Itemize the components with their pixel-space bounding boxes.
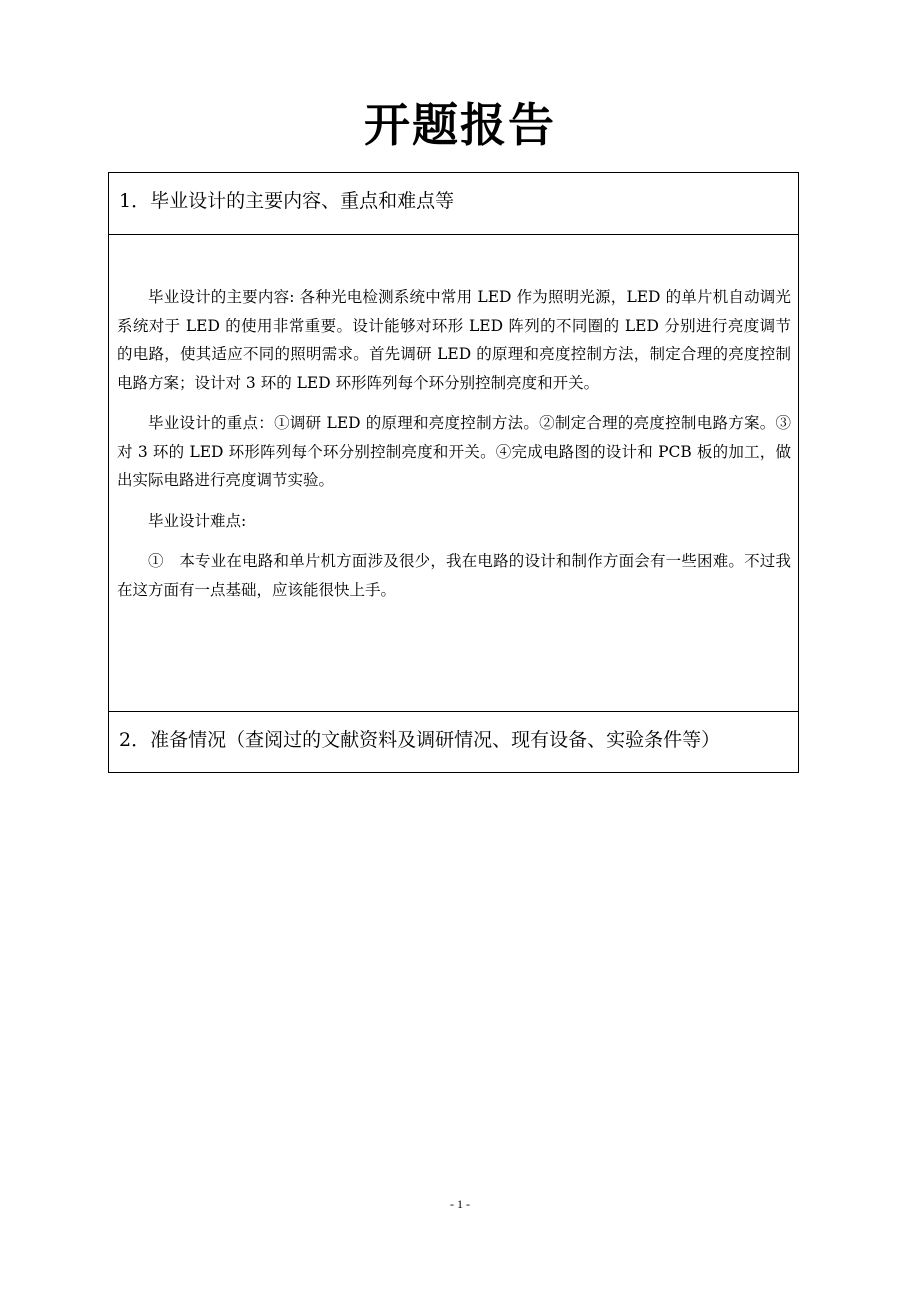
- section-1-heading: 1．毕业设计的主要内容、重点和难点等: [119, 190, 455, 212]
- page-title: 开题报告: [364, 98, 556, 152]
- page-number: - 1 -: [450, 1197, 470, 1211]
- section-2-heading: 2．准备情况（查阅过的文献资料及调研情况、现有设备、实验条件等）: [119, 729, 721, 751]
- difficulties-paragraph: ① 本专业在电路和单片机方面涉及很少，我在电路的设计和制作方面会有一些困难。不过我在这方面有一点基础，应该能很快上手。: [117, 552, 791, 599]
- section-2-heading-row: [109, 712, 798, 773]
- section-1-content-row: [109, 235, 798, 712]
- key-points-paragraph: 毕业设计的重点：①调研 LED 的原理和亮度控制方法。②制定合理的亮度控制电路方案。③对 3 环的 LED 环形阵列每个环分别控制亮度和开关。④完成电路图的设计和 PCB 板的加工，做出实际电路进行亮度调节实验。: [117, 414, 791, 489]
- section-1-heading-row: [109, 173, 798, 235]
- section-1-content: [117, 283, 791, 616]
- report-form-table: [108, 172, 799, 773]
- main-content-paragraph: 毕业设计的主要内容: 各种光电检测系统中常用 LED 作为照明光源，LED 的单片机自动调光系统对于 LED 的使用非常重要。设计能够对环形 LED 阵列的不同圈的 LED 分别进行亮度调节的电路，使其适应不同的照明需求。首先调研 LED 的原理和亮度控制方法，制定合理的亮度控制电路方案；设计对 3 环的 LED 环形阵列每个环分别控制亮度和开关。: [117, 288, 791, 392]
- difficulties-label: 毕业设计难点:: [148, 511, 247, 530]
